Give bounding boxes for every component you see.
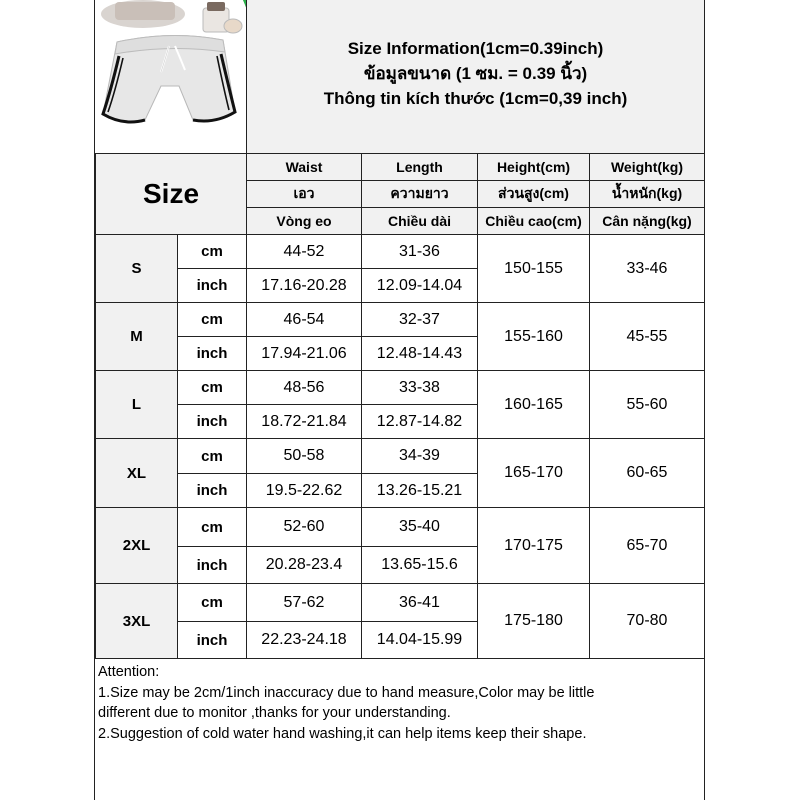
size-name: 3XL (96, 584, 178, 659)
weight-range: 45-55 (590, 303, 705, 371)
col-weight-en: Weight(kg) (590, 154, 705, 181)
length-inch: 14.04-15.99 (362, 622, 478, 659)
unit-inch: inch (178, 269, 247, 303)
title-thai: ข้อมูลขนาด (1 ซม. = 0.39 นิ้ว) (363, 64, 588, 83)
height-range: 155-160 (478, 303, 590, 371)
weight-range: 55-60 (590, 371, 705, 439)
height-range: 175-180 (478, 584, 590, 659)
col-length-en: Length (362, 154, 478, 181)
length-cm: 35-40 (362, 508, 478, 547)
note-1-line-2: different due to monitor ,thanks for your understanding. (98, 705, 451, 721)
waist-inch: 22.23-24.18 (247, 622, 362, 659)
unit-cm: cm (178, 303, 247, 337)
col-weight-vi: Cân nặng(kg) (590, 208, 705, 235)
unit-inch: inch (178, 405, 247, 439)
waist-cm: 50-58 (247, 439, 362, 474)
height-range: 170-175 (478, 508, 590, 584)
waist-cm: 52-60 (247, 508, 362, 547)
unit-cm: cm (178, 439, 247, 474)
title-block (247, 36, 704, 111)
length-cm: 33-38 (362, 371, 478, 405)
length-inch: 13.26-15.21 (362, 474, 478, 508)
header (95, 0, 704, 154)
length-cm: 34-39 (362, 439, 478, 474)
size-name: S (96, 235, 178, 303)
title-vietnamese: Thông tin kích thước (1cm=0,39 inch) (323, 89, 628, 108)
waist-inch: 20.28-23.4 (247, 547, 362, 584)
col-weight-th: น้ำหนัก(kg) (590, 181, 705, 208)
size-row-cm (96, 303, 705, 337)
col-height-en: Height(cm) (478, 154, 590, 181)
size-row-cm (96, 508, 705, 547)
size-name: M (96, 303, 178, 371)
length-cm: 31-36 (362, 235, 478, 269)
product-photo (95, 0, 247, 153)
unit-inch: inch (178, 337, 247, 371)
col-waist-vi: Vòng eo (247, 208, 362, 235)
length-inch: 12.87-14.82 (362, 405, 478, 439)
waist-inch: 19.5-22.62 (247, 474, 362, 508)
length-inch: 12.48-14.43 (362, 337, 478, 371)
shorts-image (95, 0, 247, 153)
col-waist-en: Waist (247, 154, 362, 181)
height-range: 165-170 (478, 439, 590, 508)
size-row-cm (96, 371, 705, 405)
col-height-th: ส่วนสูง(cm) (478, 181, 590, 208)
height-range: 150-155 (478, 235, 590, 303)
title-english: Size Information(1cm=0.39inch) (347, 39, 604, 58)
col-height-vi: Chiều cao(cm) (478, 208, 590, 235)
length-inch: 12.09-14.04 (362, 269, 478, 303)
note-1-line-1: 1.Size may be 2cm/1inch inaccuracy due to hand measure,Color may be little (98, 684, 595, 701)
size-heading: Size (96, 154, 247, 235)
notes-heading: Attention: (98, 664, 160, 680)
size-table (95, 153, 705, 659)
weight-range: 60-65 (590, 439, 705, 508)
unit-inch: inch (178, 547, 247, 584)
waist-cm: 46-54 (247, 303, 362, 337)
header-row-en (96, 154, 705, 181)
waist-inch: 17.94-21.06 (247, 337, 362, 371)
waist-inch: 18.72-21.84 (247, 405, 362, 439)
unit-inch: inch (178, 622, 247, 659)
size-row-cm (96, 235, 705, 269)
length-cm: 32-37 (362, 303, 478, 337)
size-name: L (96, 371, 178, 439)
unit-cm: cm (178, 584, 247, 622)
note-2: 2.Suggestion of cold water hand washing,it can help items keep their shape. (98, 725, 587, 742)
col-length-vi: Chiều dài (362, 208, 478, 235)
waist-cm: 44-52 (247, 235, 362, 269)
weight-range: 65-70 (590, 508, 705, 584)
length-cm: 36-41 (362, 584, 478, 622)
size-row-cm (96, 584, 705, 622)
waist-cm: 48-56 (247, 371, 362, 405)
unit-cm: cm (178, 508, 247, 547)
size-name: XL (96, 439, 178, 508)
waist-inch: 17.16-20.28 (247, 269, 362, 303)
col-length-th: ความยาว (362, 181, 478, 208)
size-row-cm (96, 439, 705, 474)
unit-cm: cm (178, 235, 247, 269)
attention-notes (95, 658, 704, 800)
length-inch: 13.65-15.6 (362, 547, 478, 584)
weight-range: 33-46 (590, 235, 705, 303)
unit-cm: cm (178, 371, 247, 405)
size-chart-sheet (94, 0, 705, 800)
waist-cm: 57-62 (247, 584, 362, 622)
weight-range: 70-80 (590, 584, 705, 659)
col-waist-th: เอว (247, 181, 362, 208)
size-name: 2XL (96, 508, 178, 584)
height-range: 160-165 (478, 371, 590, 439)
unit-inch: inch (178, 474, 247, 508)
